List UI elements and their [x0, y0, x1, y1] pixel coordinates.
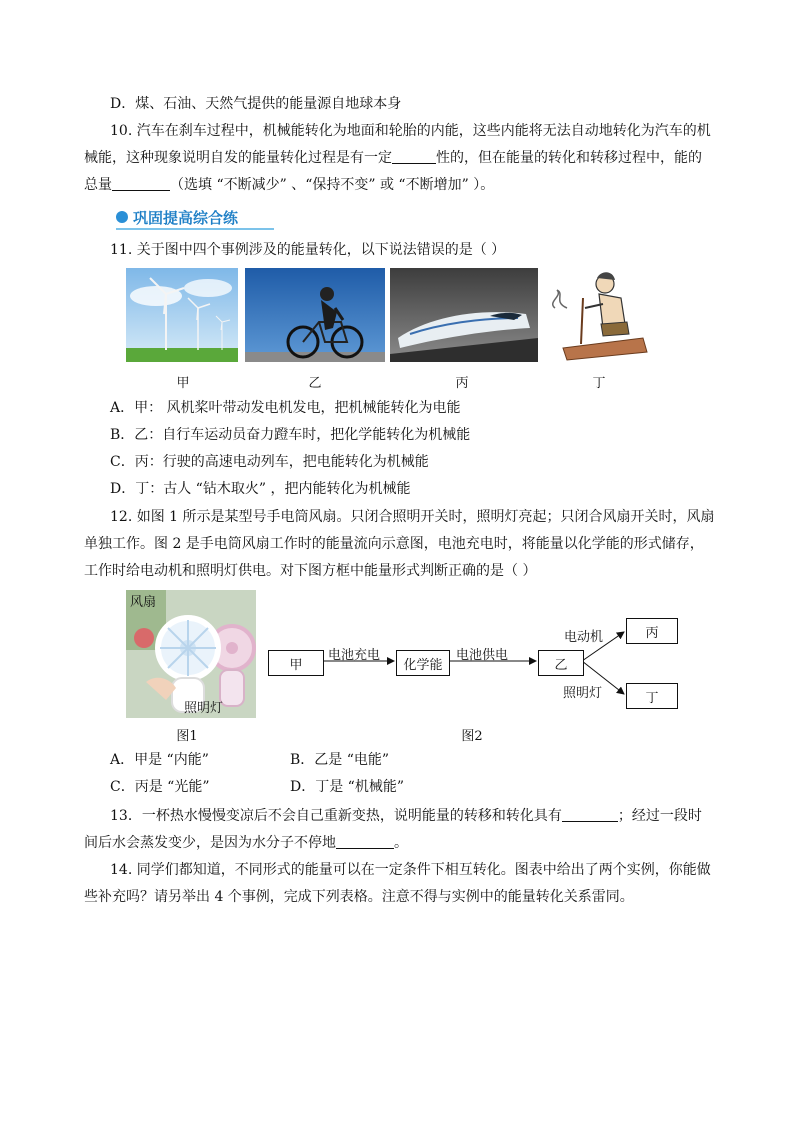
box-bing: 丙: [626, 618, 678, 644]
fig1-label-fan: 风扇: [130, 595, 157, 610]
q13-line1: [110, 806, 702, 826]
q10-line3-end: （选填 “不断减少” 、“保持不变” 或 “不断增加” ）。: [170, 177, 495, 193]
arrow-label-lamp: 照明灯: [563, 686, 603, 701]
q12-option-a: A．甲是 “内能”: [110, 752, 209, 768]
box-jia: 甲: [268, 650, 324, 676]
q10-blank-2[interactable]: [112, 176, 170, 191]
caption-yi: 乙: [308, 376, 322, 391]
q10-line2-end: 性的，但在能量的转化和转移过程中，能的: [436, 150, 702, 166]
q14-line1: 14. 同学们都知道，不同形式的能量可以在一定条件下相互转化。图表中给出了两个实例，你能做: [110, 862, 711, 878]
q11-option-c: C．丙：行驶的高速电动列车，把电能转化为机械能: [110, 454, 429, 470]
q11-option-d: D．丁：古人 “钻木取火” ，把内能转化为机械能: [110, 481, 411, 497]
section-heading: [116, 206, 274, 230]
q9-option-d: D．煤、石油、天然气提供的能量源自地球本身: [110, 96, 402, 112]
q13-line2: [84, 833, 408, 853]
wind-turbine-image: [126, 268, 238, 362]
q12-option-c: C．丙是 “光能”: [110, 779, 210, 795]
q12-line1: 12. 如图 1 所示是某型号手电筒风扇。只闭合照明开关时，照明灯亮起；只闭合风扇开关时，风扇: [110, 509, 715, 525]
q11-option-a: A．甲： 风机桨叶带动发电机发电，把机械能转化为电能: [110, 400, 461, 416]
q12-line2: 单独工作。图 2 是手电筒风扇工作时的能量流向示意图，电池充电时，将能量以化学能的形式储存，: [84, 536, 704, 552]
q10-line1: 10. 汽车在刹车过程中，机械能转化为地面和轮胎的内能，这些内能将无法自动地转化为汽车的机: [110, 123, 711, 139]
q13-line1-end: ；经过一段时: [617, 808, 702, 824]
arrow-label-supply: 电池供电: [456, 648, 509, 663]
q13-line2-start: 间后水会蒸发变少，是因为水分子不停地: [84, 835, 336, 851]
box-yi: 乙: [538, 650, 584, 676]
q10-line2-start: 械能，这种现象说明自发的能量转化过程是有一定: [84, 150, 392, 166]
train-image: [390, 268, 538, 362]
q10-line3-start: 总量: [84, 177, 112, 193]
box-chemical-energy: 化学能: [396, 650, 450, 676]
caption-jia: 甲: [176, 376, 190, 391]
arrow-label-motor: 电动机: [564, 630, 604, 645]
q11-stem: 11. 关于图中四个事例涉及的能量转化，以下说法错误的是（ ）: [110, 242, 506, 258]
box-ding: 丁: [626, 683, 678, 709]
q12-option-d: D．丁是 “机械能”: [290, 779, 404, 795]
q13-blank-2[interactable]: [336, 834, 394, 849]
q12-line3: 工作时给电动机和照明灯供电。对下图方框中能量形式判断正确的是（ ）: [84, 563, 537, 579]
caption-ding: 丁: [592, 376, 606, 391]
caption-bing: 丙: [455, 376, 469, 391]
fig1-label-lamp: 照明灯: [184, 701, 224, 716]
q13-line2-end: 。: [394, 835, 408, 851]
q10-blank-1[interactable]: [392, 149, 436, 164]
q10-line2: [84, 148, 702, 168]
q12-option-b: B．乙是 “电能”: [290, 752, 390, 768]
q13-blank-1[interactable]: [562, 807, 618, 822]
fig1-caption: 图1: [176, 729, 198, 744]
q11-option-b: B．乙：自行车运动员奋力蹬车时，把化学能转化为机械能: [110, 427, 471, 443]
q13-line1-start: 13．一杯热水慢慢变凉后不会自己重新变热，说明能量的转移和转化具有: [110, 808, 562, 824]
cyclist-image: [245, 268, 385, 362]
bullet-icon: [116, 211, 128, 223]
arrow-label-charge: 电池充电: [328, 648, 381, 663]
drilling-wood-image: [543, 268, 651, 362]
fig2-caption: 图2: [461, 729, 483, 744]
section-title: 巩固提高综合练: [133, 208, 239, 227]
q10-line3: [84, 175, 494, 195]
q14-line2: 些补充吗？请另举出 4 个事例，完成下列表格。注意不得与实例中的能量转化关系雷同。: [84, 889, 634, 905]
